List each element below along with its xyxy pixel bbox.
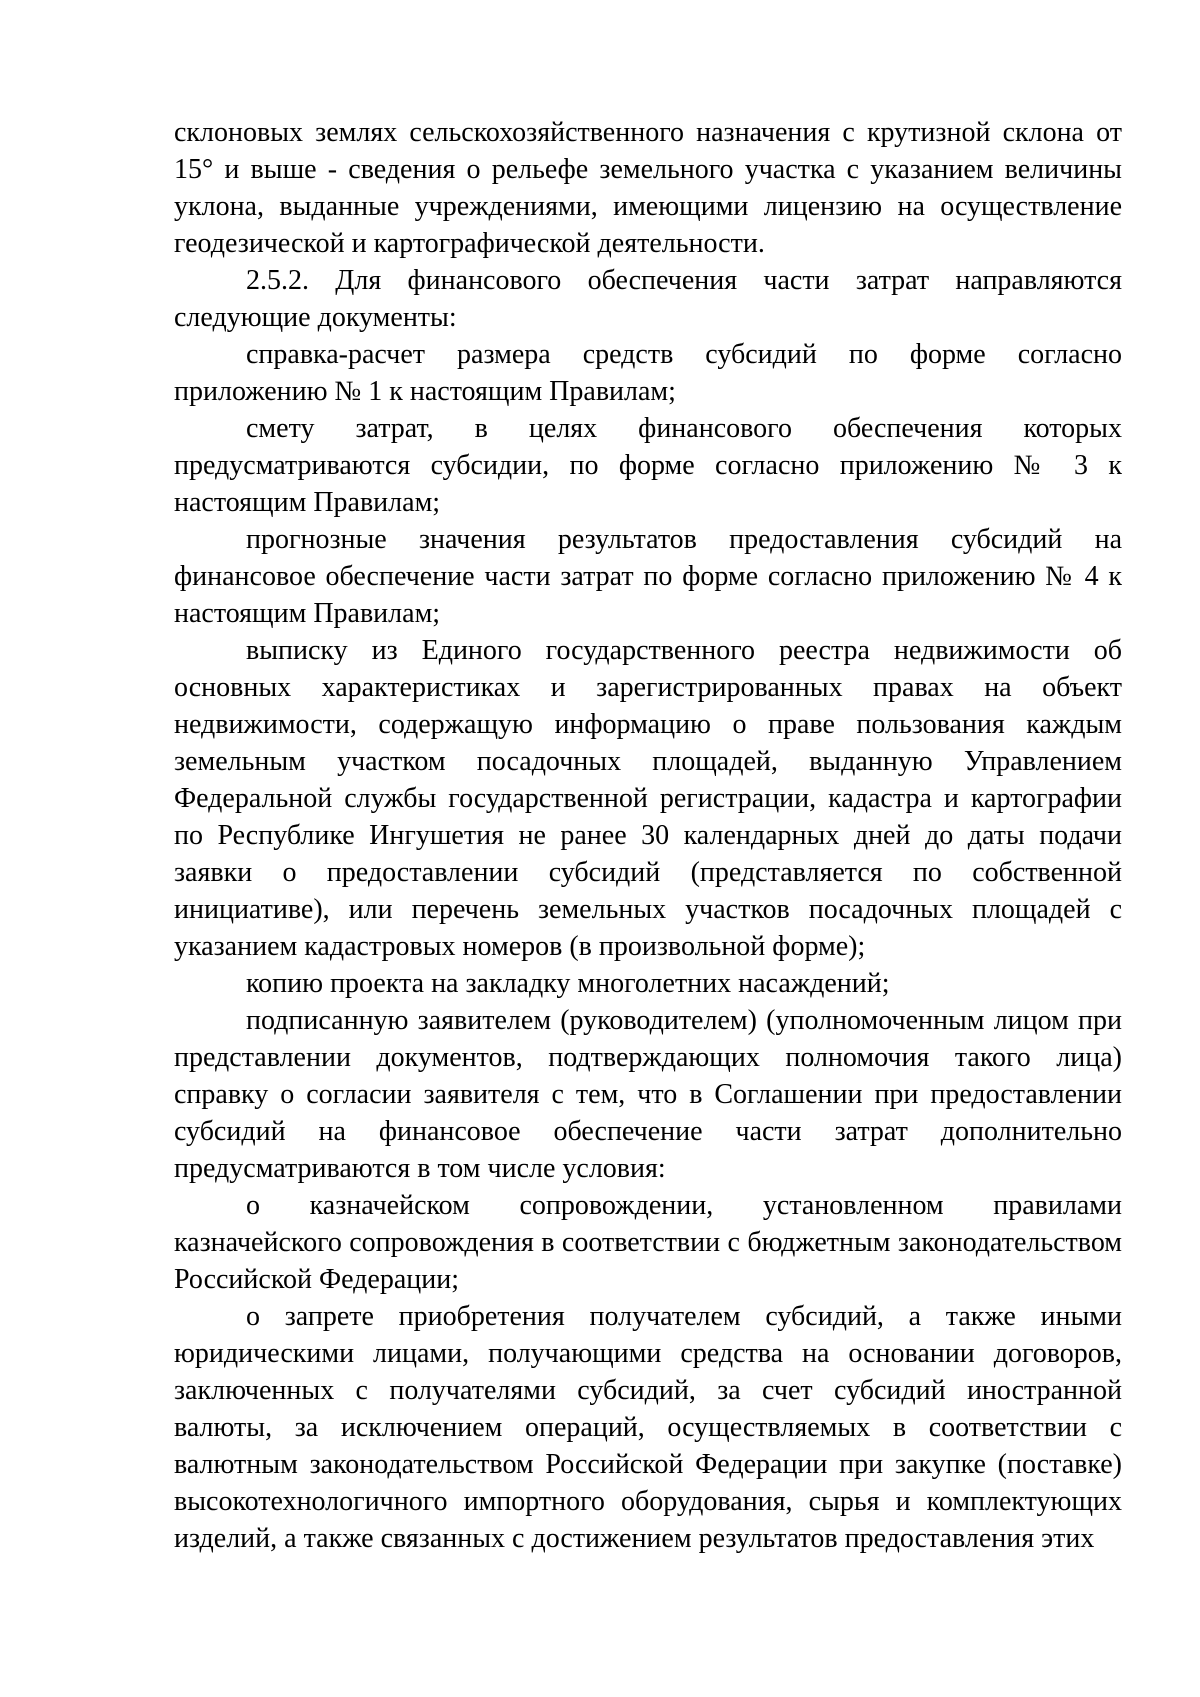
- document-page: [174, 114, 1122, 1557]
- paragraph-slope-lands: склоновых землях сельскохозяйственного назначения с крутизной склона от 15° и выше - сведения о рельефе земельного участка с указанием величины уклона, выданные учреждениями, имеющими лицензию на осуществление геодезической и картографической деятельности.: [174, 117, 1122, 259]
- paragraph-treasury-support: о казначейском сопровождении, установленном правилами казначейского сопровождения в соответствии с бюджетным законодательством Российской Федерации;: [174, 1190, 1122, 1295]
- paragraph-registry-extract: выписку из Единого государственного реестра недвижимости об основных характеристиках и зарегистрированных правах на объект недвижимости, содержащую информацию о праве пользования каждым земельным участком посадочных площадей, выданную Управлением Федеральной службы государственной регистрации, кадастра и картографии по Республике Ингушетия не ранее 30 календарных дней до даты подачи заявки о предоставлении субсидий (представляется по собственной инициативе), или перечень земельных участков посадочных площадей с указанием кадастровых номеров (в произвольной форме);: [174, 635, 1122, 962]
- paragraph-project-copy: копию проекта на закладку многолетних насаждений;: [246, 968, 890, 999]
- paragraph-forecast-values: прогнозные значения результатов предоставления субсидий на финансовое обеспечение части затрат по форме согласно приложению № 4 к настоящим Правилам;: [174, 524, 1122, 629]
- paragraph-cost-estimate: смету затрат, в целях финансового обеспечения которых предусматриваются субсидии, по форме согласно приложению № 3 к настоящим Правилам;: [174, 413, 1122, 518]
- paragraph-calculation-certificate: справка-расчет размера средств субсидий по форме согласно приложению № 1 к настоящим Правилам;: [174, 339, 1122, 407]
- paragraph-2-5-2-documents: 2.5.2. Для финансового обеспечения части затрат направляются следующие документы:: [174, 265, 1122, 333]
- paragraph-currency-prohibition: о запрете приобретения получателем субсидий, а также иными юридическими лицами, получающими средства на основании договоров, заключенных с получателями субсидий, за счет субсидий иностранной валюты, за исключением операций, осуществляемых в соответствии с валютным законодательством Российской Федерации при закупке (поставке) высокотехнологичного импортного оборудования, сырья и комплектующих изделий, а также связанных с достижением результатов предоставления этих: [174, 1301, 1122, 1554]
- paragraph-consent-certificate: подписанную заявителем (руководителем) (уполномоченным лицом при представлении документов, подтверждающих полномочия такого лица) справку о согласии заявителя с тем, что в Соглашении при предоставлении субсидий на финансовое обеспечение части затрат дополнительно предусматриваются в том числе условия:: [174, 1005, 1122, 1184]
